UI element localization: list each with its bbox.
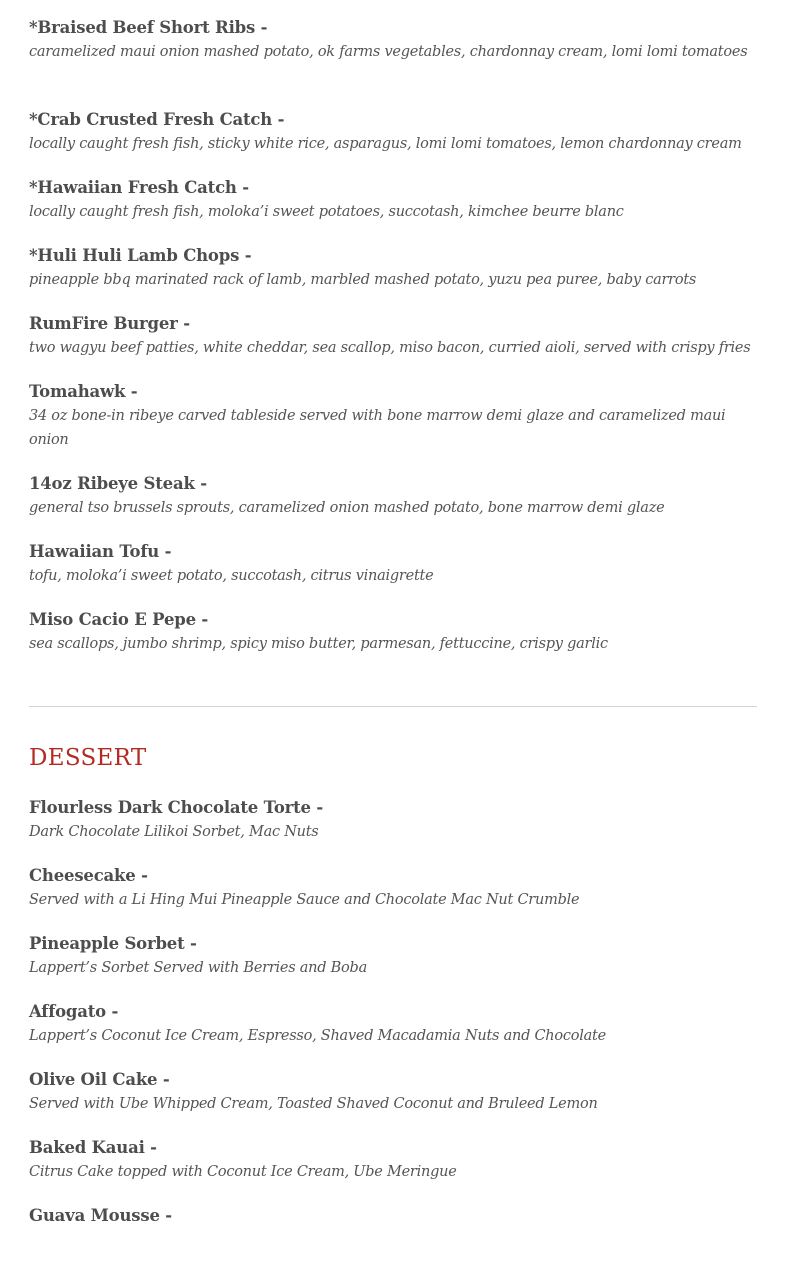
- menu-item-description: pineapple bbq marinated rack of lamb, marbled mashed potato, yuzu pea puree, baby carrots: [29, 272, 697, 288]
- menu-item-title: Miso Cacio E Pepe -: [29, 610, 209, 629]
- menu-item-title: *Hawaiian Fresh Catch -: [29, 178, 249, 197]
- dessert-section-heading: DESSERT: [29, 745, 147, 771]
- menu-item-description: Lappert’s Sorbet Served with Berries and Boba: [29, 960, 367, 976]
- menu-item-description: general tso brussels sprouts, caramelized onion mashed potato, bone marrow demi glaze: [29, 500, 665, 516]
- menu-item-description: Lappert’s Coconut Ice Cream, Espresso, Shaved Macadamia Nuts and Chocolate: [29, 1028, 606, 1044]
- menu-item-title: Guava Mousse -: [29, 1206, 172, 1225]
- menu-item: [29, 472, 764, 540]
- menu-item: [29, 108, 764, 176]
- menu-item-title: RumFire Burger -: [29, 314, 190, 333]
- menu-item: [29, 1136, 764, 1204]
- menu-item: [29, 1000, 764, 1068]
- menu-item-title: *Huli Huli Lamb Chops -: [29, 246, 252, 265]
- menu-item-title: Olive Oil Cake -: [29, 1070, 170, 1089]
- menu-item: [29, 380, 764, 472]
- menu-item-description: Citrus Cake topped with Coconut Ice Cream, Ube Meringue: [29, 1164, 457, 1180]
- menu-item: [29, 176, 764, 244]
- menu-item-title: Tomahawk -: [29, 382, 138, 401]
- menu-item-description: Dark Chocolate Lilikoi Sorbet, Mac Nuts: [29, 824, 319, 840]
- menu-item-title: Cheesecake -: [29, 866, 148, 885]
- menu-item-title: Flourless Dark Chocolate Torte -: [29, 798, 324, 817]
- menu-item: [29, 540, 764, 608]
- menu-item-title: 14oz Ribeye Steak -: [29, 474, 207, 493]
- menu-item-title: *Braised Beef Short Ribs -: [29, 18, 268, 37]
- menu-item: [29, 864, 764, 932]
- menu-item-title: Pineapple Sorbet -: [29, 934, 197, 953]
- mains-menu-list: [29, 16, 764, 676]
- section-divider: [29, 706, 757, 707]
- menu-item-description: locally caught fresh fish, moloka’i sweet potatoes, succotash, kimchee beurre blanc: [29, 204, 624, 220]
- menu-item-title: Affogato -: [29, 1002, 119, 1021]
- menu-item-description: Served with a Li Hing Mui Pineapple Sauce and Chocolate Mac Nut Crumble: [29, 892, 580, 908]
- menu-item: [29, 244, 764, 312]
- menu-item: [29, 1204, 764, 1272]
- menu-item-description: 34 oz bone-in ribeye carved tableside served with bone marrow demi glaze and caramelized maui onion: [29, 408, 726, 448]
- menu-item-title: Hawaiian Tofu -: [29, 542, 172, 561]
- menu-item: [29, 1068, 764, 1136]
- menu-item: [29, 16, 764, 108]
- menu-item: [29, 312, 764, 380]
- menu-item: [29, 608, 764, 676]
- menu-item-description: locally caught fresh fish, sticky white rice, asparagus, lomi lomi tomatoes, lemon chardonnay cream: [29, 136, 742, 152]
- menu-item: [29, 932, 764, 1000]
- menu-item-description: sea scallops, jumbo shrimp, spicy miso butter, parmesan, fettuccine, crispy garlic: [29, 636, 608, 652]
- menu-item-title: *Crab Crusted Fresh Catch -: [29, 110, 285, 129]
- dessert-menu-list: [29, 796, 764, 1272]
- menu-item-description: tofu, moloka’i sweet potato, succotash, citrus vinaigrette: [29, 568, 434, 584]
- menu-item-title: Baked Kauai -: [29, 1138, 157, 1157]
- menu-item-description: caramelized maui onion mashed potato, ok farms vegetables, chardonnay cream, lomi lomi tomatoes: [29, 44, 748, 60]
- menu-item-description: two wagyu beef patties, white cheddar, sea scallop, miso bacon, curried aioli, served with crispy fries: [29, 340, 751, 356]
- menu-item-description: Served with Ube Whipped Cream, Toasted Shaved Coconut and Bruleed Lemon: [29, 1096, 598, 1112]
- menu-item: [29, 796, 764, 864]
